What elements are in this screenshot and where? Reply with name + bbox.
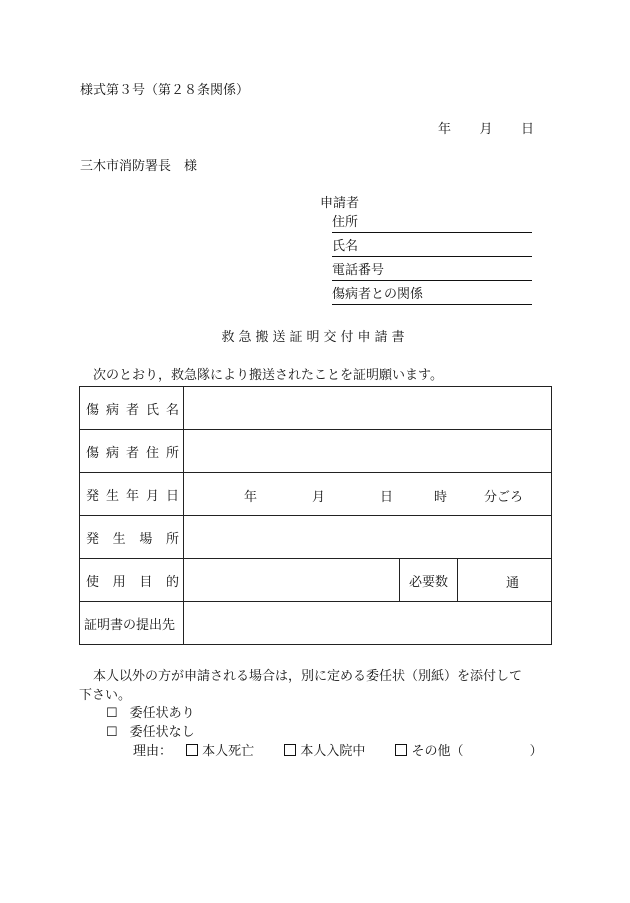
applicant-relation-field[interactable] bbox=[332, 288, 532, 305]
applicant-name-field[interactable] bbox=[332, 240, 532, 257]
label-char: 病 bbox=[105, 445, 119, 461]
option-with-proxy-label: 委任状あり bbox=[129, 706, 195, 721]
checkbox-icon[interactable]: ☐ bbox=[106, 706, 118, 721]
table-row bbox=[80, 473, 552, 516]
label-char: 氏 bbox=[145, 402, 159, 418]
intro-text: 次のとおり，救急隊により搬送されたことを証明願います。 bbox=[93, 368, 443, 383]
datetime-day-unit: 日 bbox=[380, 490, 394, 505]
reason-label: 理由： bbox=[133, 744, 173, 759]
reason-death-label: 本人死亡 bbox=[202, 744, 255, 759]
purpose-input[interactable] bbox=[184, 559, 400, 602]
label-char: 日 bbox=[165, 488, 179, 504]
reason-other-close: ） bbox=[529, 744, 543, 759]
label-char: 名 bbox=[165, 402, 179, 418]
reason-hospitalized-label: 本人入院中 bbox=[300, 744, 366, 759]
label-char: 年 bbox=[125, 488, 139, 504]
checkbox-icon[interactable]: ☐ bbox=[106, 725, 118, 740]
applicant-name-label: 氏名 bbox=[332, 239, 359, 254]
patient-name-label bbox=[80, 387, 184, 430]
reason-other-label: その他（ bbox=[411, 744, 464, 759]
reason-option-other[interactable] bbox=[395, 744, 463, 759]
label-char: 所 bbox=[165, 531, 179, 547]
location-label bbox=[80, 516, 184, 559]
date-month-label: 月 bbox=[479, 122, 493, 137]
label-char: 所 bbox=[165, 445, 179, 461]
applicant-phone-label: 電話番号 bbox=[332, 263, 385, 278]
table-row bbox=[80, 387, 552, 430]
applicant-phone-field[interactable] bbox=[332, 264, 532, 281]
application-date bbox=[438, 118, 534, 137]
reason-line bbox=[133, 740, 543, 759]
applicant-relation-label: 傷病者との関係 bbox=[332, 287, 424, 302]
label-char: 月 bbox=[145, 488, 159, 504]
date-day-label: 日 bbox=[520, 122, 534, 137]
proxy-note-line1: 本人以外の方が申請される場合は，別に定める委任状（別紙）を添付して bbox=[93, 669, 523, 684]
label-char: 病 bbox=[105, 402, 119, 418]
label-char: 場 bbox=[139, 531, 153, 547]
table-row bbox=[80, 602, 552, 645]
label-char: 生 bbox=[105, 488, 119, 504]
checkbox-icon[interactable] bbox=[395, 744, 407, 756]
addressee: 三木市消防署長 様 bbox=[80, 159, 198, 174]
patient-name-input[interactable] bbox=[184, 387, 552, 430]
option-with-proxy[interactable] bbox=[106, 702, 195, 721]
label-char: 使 bbox=[86, 574, 100, 590]
document-title: 救急搬送証明交付申請書 bbox=[221, 330, 409, 345]
patient-address-label bbox=[80, 430, 184, 473]
option-without-proxy-label: 委任状なし bbox=[129, 725, 195, 740]
label-char: 用 bbox=[112, 574, 126, 590]
copies-label: 必要数 bbox=[400, 559, 458, 602]
submit-to-input[interactable] bbox=[184, 602, 552, 645]
label-char: 傷 bbox=[86, 402, 100, 418]
table-row bbox=[80, 430, 552, 473]
label-char: 住 bbox=[145, 445, 159, 461]
patient-address-input[interactable] bbox=[184, 430, 552, 473]
table-row bbox=[80, 516, 552, 559]
datetime-month-unit: 月 bbox=[312, 490, 326, 505]
occurrence-datetime-input[interactable] bbox=[184, 473, 552, 516]
applicant-address-field[interactable] bbox=[332, 216, 532, 233]
label-char: 者 bbox=[125, 445, 139, 461]
location-input[interactable] bbox=[184, 516, 552, 559]
form-number: 様式第３号（第２８条関係） bbox=[80, 83, 250, 98]
application-table bbox=[79, 386, 552, 645]
checkbox-icon[interactable] bbox=[186, 744, 198, 756]
occurrence-datetime-label bbox=[80, 473, 184, 516]
date-year-label: 年 bbox=[438, 122, 452, 137]
submit-to-label: 証明書の提出先 bbox=[80, 602, 184, 645]
datetime-minute-unit: 分ごろ bbox=[484, 490, 524, 505]
proxy-note-line2: 下さい。 bbox=[79, 688, 132, 703]
label-char: 者 bbox=[125, 402, 139, 418]
purpose-label bbox=[80, 559, 184, 602]
applicant-address-label: 住所 bbox=[332, 215, 359, 230]
reason-option-hospitalized[interactable] bbox=[284, 744, 365, 759]
table-row bbox=[80, 559, 552, 602]
label-char: 生 bbox=[112, 531, 126, 547]
label-char: 発 bbox=[86, 531, 100, 547]
checkbox-icon[interactable] bbox=[284, 744, 296, 756]
label-char: 傷 bbox=[86, 445, 100, 461]
reason-option-death[interactable] bbox=[186, 744, 254, 759]
copies-input[interactable] bbox=[458, 559, 552, 602]
datetime-year-unit: 年 bbox=[244, 490, 258, 505]
datetime-hour-unit: 時 bbox=[434, 490, 448, 505]
copies-unit: 通 bbox=[506, 576, 520, 591]
applicant-label: 申請者 bbox=[320, 196, 360, 211]
option-without-proxy[interactable] bbox=[106, 721, 195, 740]
label-char: 的 bbox=[165, 574, 179, 590]
label-char: 目 bbox=[139, 574, 153, 590]
label-char: 発 bbox=[86, 488, 100, 504]
